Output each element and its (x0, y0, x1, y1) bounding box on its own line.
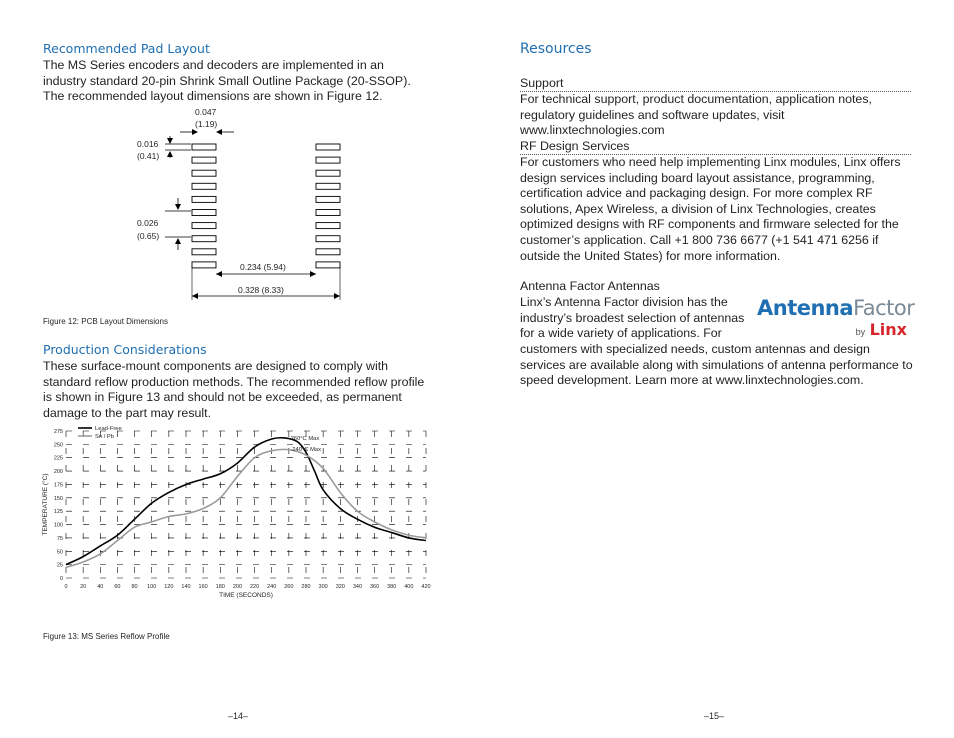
antenna-line-1: Linx’s Antenna Factor division has the (520, 295, 728, 309)
reflow-profile-chart (38, 423, 438, 621)
pcb-pad (192, 196, 216, 202)
antenna-body-lines (520, 295, 750, 342)
x-tick-label: 0 (64, 584, 68, 590)
arrow-icon (167, 138, 173, 144)
pcb-pad (192, 249, 216, 255)
antenna-line-3: for a wide variety of applications. For (520, 326, 722, 341)
x-tick-label: 260 (284, 584, 294, 590)
x-tick-label: 420 (421, 584, 431, 590)
pcb-pad (316, 170, 340, 176)
logo-linx-text: Linx (869, 320, 907, 339)
arrow-icon (310, 271, 316, 277)
y-tick-label: 225 (53, 455, 63, 462)
annotation-leadfree-max: 260°C Max (290, 436, 320, 443)
pcb-pad (316, 249, 340, 255)
y-tick-label: 125 (53, 509, 63, 516)
x-tick-label: 300 (318, 584, 328, 590)
x-tick-label: 320 (335, 584, 345, 590)
arrow-icon (192, 293, 198, 299)
y-tick-label: 275 (53, 429, 63, 435)
x-tick-label: 400 (404, 584, 414, 590)
x-tick-label: 160 (198, 584, 208, 590)
pcb-pad (192, 157, 216, 163)
y-tick-label: 25 (56, 562, 63, 569)
x-tick-label: 220 (249, 584, 260, 590)
x-tick-label: 380 (387, 584, 397, 590)
x-tick-label: 240 (267, 584, 277, 590)
x-tick-label: 60 (114, 584, 121, 590)
pcb-pad (316, 262, 340, 268)
y-tick-label: 250 (53, 442, 63, 449)
annotation-snpb-max: 240°C Max (292, 446, 322, 453)
x-tick-label: 180 (215, 584, 225, 590)
x-axis-label: TIME (SECONDS) (219, 592, 273, 599)
x-tick-label: 340 (352, 584, 363, 590)
x-tick-label: 80 (131, 584, 138, 590)
pcb-layout-diagram (120, 100, 360, 310)
dim-pitch: 0.026 (137, 218, 159, 228)
support-title: Support (520, 76, 911, 92)
pcb-pad (192, 183, 216, 189)
page-number-right: –15– (704, 711, 725, 721)
x-tick-label: 120 (164, 584, 174, 590)
support-body: For technical support, product documentation, application notes, regulatory guidelines and software updates, visit www.linxtechnologies.com (520, 92, 872, 138)
y-tick-label: 150 (53, 495, 63, 502)
pcb-pad (192, 170, 216, 176)
arrow-icon (216, 271, 222, 277)
dim-pad-height: 0.016 (137, 139, 159, 149)
pcb-pad (192, 144, 216, 150)
pcb-pad (316, 223, 340, 229)
y-tick-label: 75 (56, 535, 63, 542)
pads-right-column (316, 144, 340, 268)
dim-pad-height-mm: (0.41) (137, 151, 160, 161)
dim-pad-width: 0.047 (195, 107, 217, 117)
pcb-pad (316, 210, 340, 216)
dim-inner-span: 0.234 (5.94) (240, 262, 286, 272)
resources-heading: Resources (520, 41, 592, 57)
y-tick-label: 0 (59, 576, 63, 582)
pad-layout-body: The MS Series encoders and decoders are implemented in an industry standard 20-pin Shrink Small Outline Package (20-SSOP). The recommended layout dimensions are shown in Figure 12. (43, 58, 411, 104)
series-line-0 (66, 438, 426, 565)
figure-12-caption: Figure 12: PCB Layout Dimensions (43, 317, 168, 326)
logo-by-text: by (855, 327, 866, 337)
pcb-pad (192, 262, 216, 268)
dim-outer-span: 0.328 (8.33) (238, 285, 284, 295)
x-tick-label: 40 (97, 584, 104, 590)
logo-antenna-text: Antenna (757, 296, 854, 320)
y-tick-label: 175 (53, 482, 63, 489)
production-body: These surface-mount components are designed to comply with standard reflow production methods. The recommended reflow profile is shown in Figure 13 and should not be exceeded, as permanent damage to the part may result. (43, 359, 425, 420)
arrow-icon (175, 238, 181, 244)
pcb-pad (316, 157, 340, 163)
x-tick-label: 140 (181, 584, 191, 590)
arrow-icon (192, 129, 198, 135)
antenna-title: Antenna Factor Antennas (520, 279, 660, 293)
antenna-body-rest: customers with specialized needs, custom antennas and design services are available along with simulations of antenna performance to speed development. Learn more at www.linxtechnologies.com. (520, 342, 913, 388)
figure-13-caption: Figure 13: MS Series Reflow Profile (43, 632, 170, 641)
x-tick-label: 360 (369, 584, 380, 590)
antenna-line-2: industry’s broadest selection of antennas (520, 310, 745, 325)
pcb-pad (192, 210, 216, 216)
x-tick-label: 20 (80, 584, 87, 590)
pcb-pad (316, 236, 340, 242)
x-tick-label: 280 (301, 584, 311, 590)
pcb-pad (316, 196, 340, 202)
pads-left-column (192, 144, 216, 268)
arrow-icon (216, 129, 222, 135)
pcb-pad (316, 183, 340, 189)
page-number-left: –14– (228, 711, 249, 721)
arrow-icon (334, 293, 340, 299)
x-tick-label: 200 (232, 584, 243, 590)
rf-design-body: For customers who need help implementing Linx modules, Linx offers design services including board layout assistance, programming, certification advice and packaging design. For more complex RF solutions, Apex Wireless, a division of Linx Technologies, creates optimized designs with RF components and firmware selected for the customer’s application. Call +1 800 736 6677 (+1 541 471 6256 if outside the United States) for more information. (520, 155, 901, 263)
pad-layout-heading: Recommended Pad Layout (43, 41, 210, 56)
legend-label-1: Sn / Pb (95, 434, 115, 440)
y-tick-label: 200 (53, 469, 63, 476)
y-tick-label: 50 (56, 549, 63, 556)
y-tick-label: 100 (53, 522, 63, 529)
x-tick-label: 100 (147, 584, 157, 590)
rf-design-title: RF Design Services (520, 139, 911, 155)
arrow-icon (175, 204, 181, 210)
dim-pad-width-mm: (1.19) (195, 119, 218, 129)
y-axis-label: TEMPERATURE (°C) (42, 473, 49, 536)
production-heading: Production Considerations (43, 342, 207, 357)
pcb-pad (192, 236, 216, 242)
pcb-pad (316, 144, 340, 150)
series-line-1 (66, 446, 426, 567)
dim-pitch-mm: (0.65) (137, 231, 160, 241)
legend-label-0: Lead-Free (95, 426, 122, 432)
logo-factor-text: Factor (853, 296, 915, 320)
pcb-pad (192, 223, 216, 229)
arrow-icon (167, 151, 173, 157)
antenna-factor-logo (757, 296, 915, 338)
